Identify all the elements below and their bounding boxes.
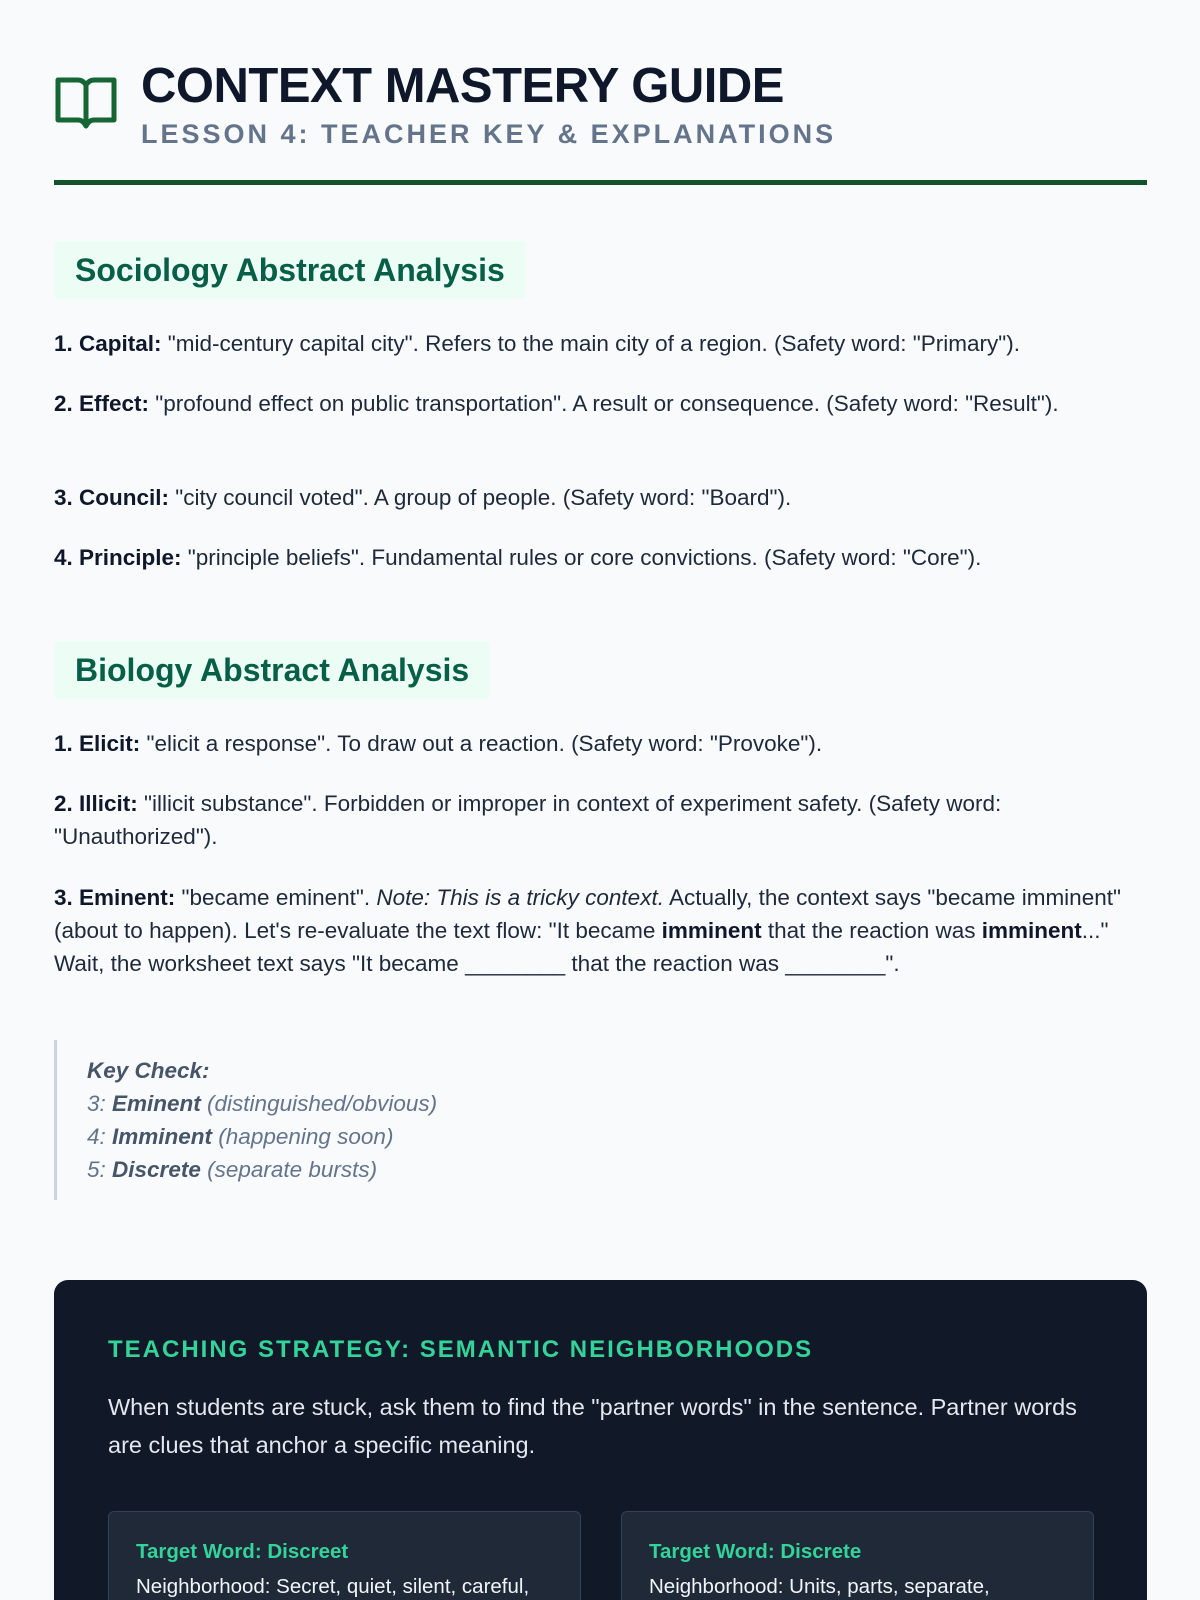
sociology-item-effect: 2. Effect: "profound effect on public transportation". A result or consequence. (Safety word: "Result").: [54, 391, 1059, 416]
strategy-description: When students are stuck, ask them to find the "partner words" in the sentence. Partner words are clues that anchor a specific meaning.: [108, 1394, 1077, 1458]
header-divider: [54, 180, 1147, 185]
neighborhood-card-discrete: [621, 1511, 1094, 1600]
teaching-strategy-panel: [54, 1280, 1147, 1600]
card-text: Neighborhood: Units, parts, separate,: [649, 1575, 990, 1598]
key-check-line: 5: Discrete (separate bursts): [87, 1157, 378, 1182]
biology-item-eminent: 3. Eminent: "became eminent". Note: This is a tricky context. Actually, the context says "became imminent" (about to happen). Let's re-evaluate the text flow: "It became imminent that the reaction was imminent..." Wait, the worksheet text says "It became ________ that the reaction was ________".: [54, 885, 1121, 976]
card-title: Target Word: Discreet: [136, 1540, 349, 1563]
biology-heading: Biology Abstract Analysis: [54, 641, 490, 699]
key-check-line: 3: Eminent (distinguished/obvious): [87, 1091, 438, 1116]
page-subtitle: LESSON 4: TEACHER KEY & EXPLANATIONS: [141, 119, 837, 149]
sociology-item-capital: 1. Capital: "mid-century capital city". Refers to the main city of a region. (Safety word: "Primary").: [54, 331, 1021, 356]
card-text: Neighborhood: Secret, quiet, silent, careful,: [136, 1575, 530, 1598]
page-header: [54, 58, 1147, 186]
card-title: Target Word: Discrete: [649, 1540, 862, 1563]
neighborhood-card-discreet: [108, 1511, 581, 1600]
biology-item-illicit: 2. Illicit: "illicit substance". Forbidden or improper in context of experiment safety. (Safety word: "Unauthorized").: [54, 791, 1002, 849]
key-check-callout: [54, 1040, 654, 1200]
key-check-label: Key Check:: [87, 1058, 210, 1083]
strategy-title: TEACHING STRATEGY: SEMANTIC NEIGHBORHOODS: [108, 1336, 814, 1363]
sociology-heading: Sociology Abstract Analysis: [54, 241, 526, 299]
page-title: CONTEXT MASTERY GUIDE: [141, 59, 784, 113]
key-check-line: 4: Imminent (happening soon): [87, 1124, 394, 1149]
sociology-item-council: 3. Council: "city council voted". A group of people. (Safety word: "Board").: [54, 485, 792, 510]
open-book-icon: [54, 74, 118, 130]
biology-item-elicit: 1. Elicit: "elicit a response". To draw out a reaction. (Safety word: "Provoke").: [54, 731, 823, 756]
sociology-item-principle: 4. Principle: "principle beliefs". Fundamental rules or core convictions. (Safety word: "Core").: [54, 545, 982, 570]
